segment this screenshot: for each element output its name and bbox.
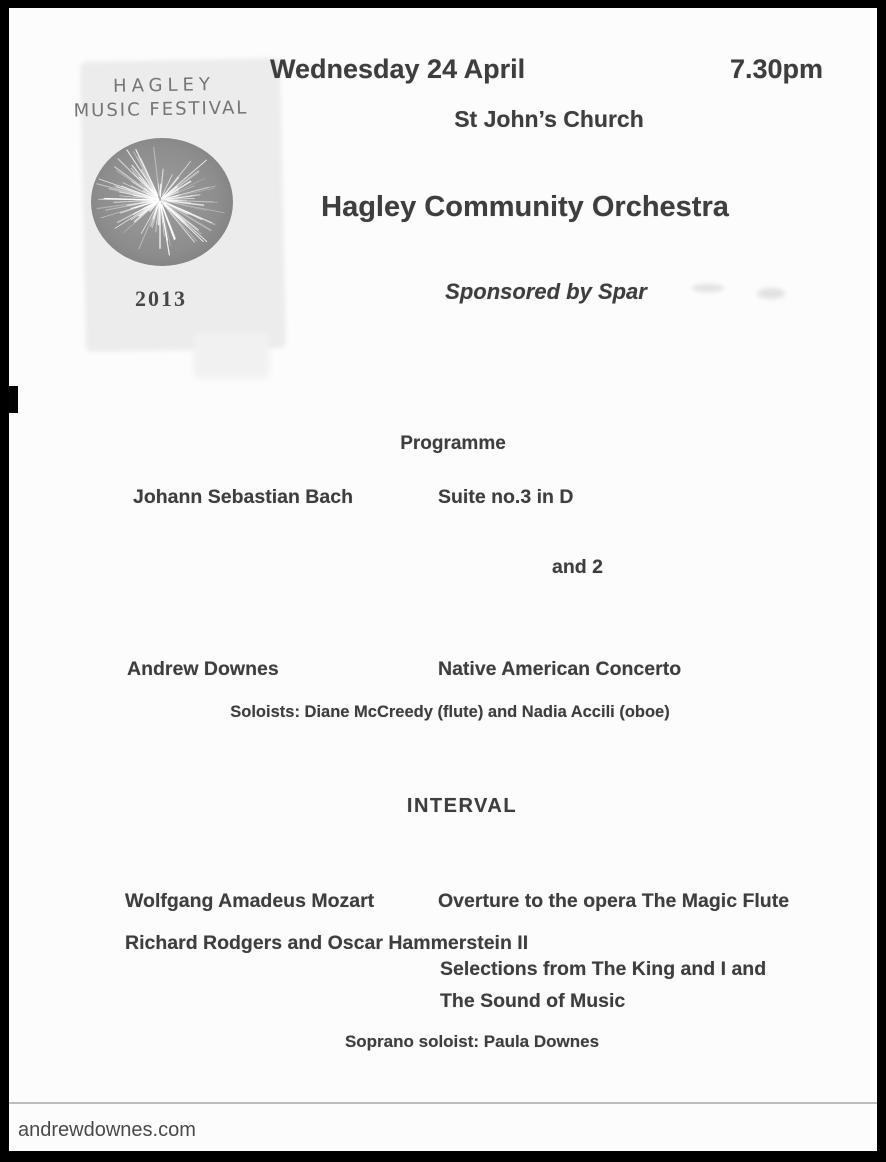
- scan-notch: [9, 386, 18, 413]
- interval-heading: INTERVAL: [406, 795, 518, 817]
- composer-name: Johann Sebastian Bach: [133, 486, 353, 508]
- scan-smudge: [692, 284, 724, 292]
- scan-smudge: [757, 288, 785, 299]
- website-footer: andrewdownes.com: [18, 1119, 196, 1141]
- work-title: Native American Concerto: [438, 658, 682, 680]
- event-date: Wednesday 24 April: [270, 54, 526, 84]
- sponsor-line: Sponsored by Spar: [445, 279, 647, 304]
- footer-divider: [9, 1102, 877, 1104]
- composer-name: Andrew Downes: [127, 658, 279, 680]
- orchestra-name: Hagley Community Orchestra: [321, 191, 729, 223]
- logo-year: 2013: [135, 286, 187, 311]
- logo-wash-tail: [194, 333, 269, 378]
- soprano-soloist-line: Soprano soloist: Paula Downes: [344, 1032, 600, 1051]
- work-title: Overture to the opera The Magic Flute: [438, 890, 790, 912]
- soloists-line: Soloists: Diane McCreedy (flute) and Nadia Accili (oboe): [230, 703, 670, 721]
- starburst-icon: [91, 138, 233, 266]
- paper-sheet: [9, 8, 877, 1151]
- work-title: Suite no.3 in D: [438, 486, 574, 508]
- logo-title-line1: HAGLEY: [112, 74, 216, 97]
- work-title-line2: The Sound of Music: [440, 990, 626, 1012]
- event-time: 7.30pm: [729, 54, 823, 84]
- work-title-extra: and 2: [552, 556, 603, 578]
- composer-name: Wolfgang Amadeus Mozart: [125, 890, 375, 912]
- programme-heading: Programme: [400, 433, 506, 454]
- composer-name: Richard Rodgers and Oscar Hammerstein II: [125, 932, 529, 954]
- work-title-line1: Selections from The King and I and: [440, 958, 767, 980]
- venue: St John’s Church: [454, 106, 644, 132]
- logo-title-line2: MUSIC FESTIVAL: [73, 97, 249, 122]
